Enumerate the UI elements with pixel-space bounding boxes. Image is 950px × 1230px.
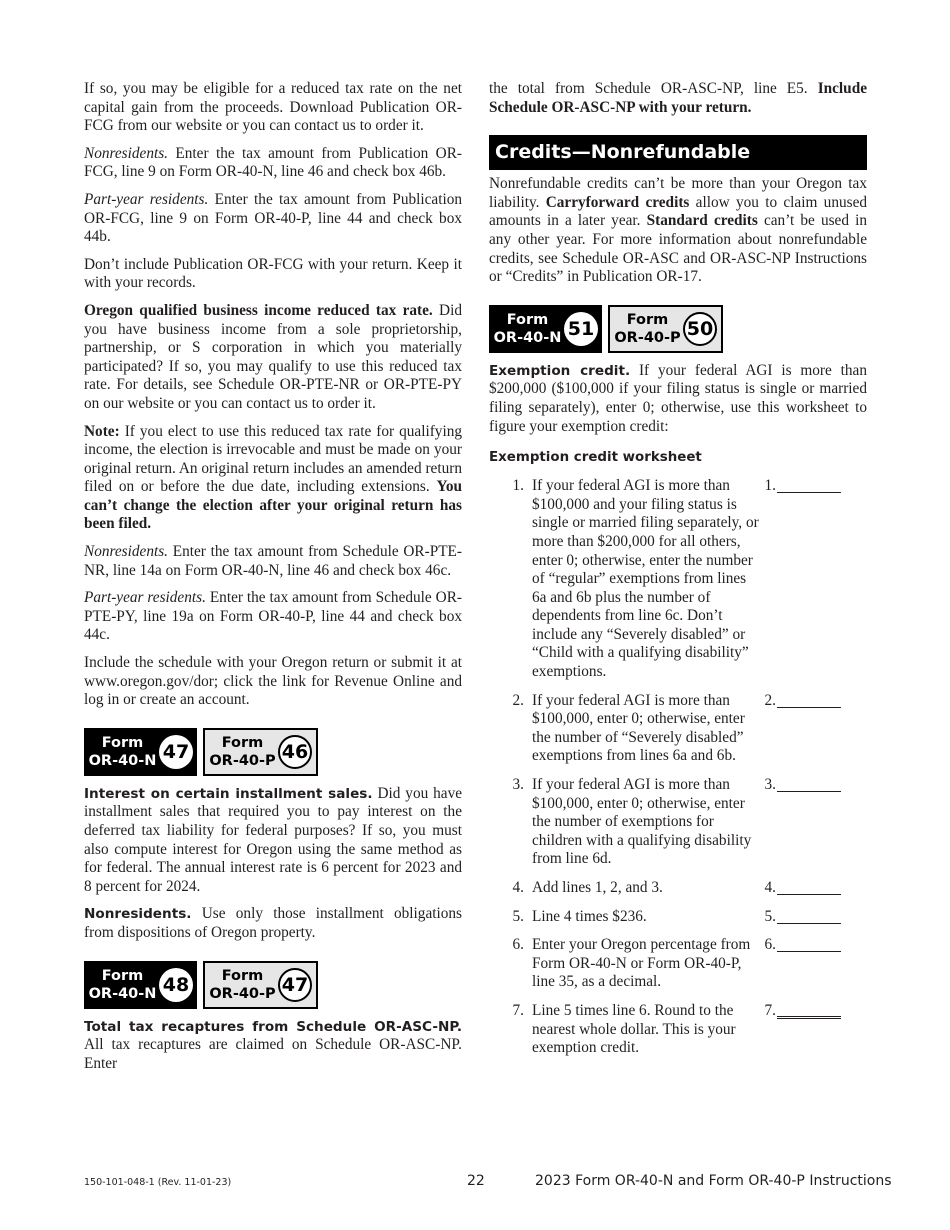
paragraph: Note: If you elect to use this reduced tax rate for qualifying income, the election is irrevocable and must be made on your original return. An original return includes an amended return filed on or before the due date, including extensions. You can’t change the election after your original return has been filed. (84, 422, 462, 533)
paragraph: Part-year residents. Enter the tax amount from Schedule OR-PTE-PY, line 19a on Form OR-40-P, line 44 and check box 44c. (84, 589, 462, 644)
paragraph: Nonresidents. Use only those installment obligations from dispositions of Oregon property. (84, 905, 462, 941)
form-or-40-p-badge: Form OR-40-P 50 (608, 305, 723, 353)
form-revision-id: 150-101-048-1 (Rev. 11-01-23) (84, 1177, 232, 1188)
worksheet-row: 5. Line 4 times $236. 5. (489, 908, 867, 927)
worksheet-line-7-field[interactable] (777, 1002, 841, 1019)
line-number-circle: 51 (564, 312, 598, 346)
document-title: 2023 Form OR-40-N and Form OR-40-P Instructions (535, 1173, 892, 1189)
form-or-40-n-badge: Form OR-40-N 51 (489, 305, 602, 353)
worksheet-row: 1. If your federal AGI is more than $100,000 and your filing status is single or married filing separately, or more than $200,000 for all others, enter 0; otherwise, enter the number of “regular” exemptions from lines 6a and 6b plus the number of dependents from line 6c. Don’t include any “Severely disabled” or “Child with a qualifying disability” exemptions. 1. (489, 477, 867, 682)
paragraph: Exemption credit. If your federal AGI is more than $200,000 ($100,000 if your filing status is single or married filing separately), enter 0; otherwise, use this worksheet to figure your exemption credit: (489, 361, 867, 435)
paragraph: Oregon qualified business income reduced tax rate. Did you have business income from a sole proprietorship, partnership, or S corporation in which you materially participated? If so, you may qualify to use this reduced tax rate. For details, see Schedule OR-PTE-NR or OR-PTE-PY on our website or you can contact us to order it. (84, 301, 463, 412)
line-number-circle: 46 (278, 735, 312, 769)
paragraph: the total from Schedule OR-ASC-NP, line E5. Include Schedule OR-ASC-NP with your return. (489, 80, 867, 116)
worksheet-row: 2. If your federal AGI is more than $100,000, enter 0; otherwise, enter the number of “Severely disabled” exemptions from lines 6a and 6b. 2. (489, 692, 867, 766)
worksheet-row: 4. Add lines 1, 2, and 3. 4. (489, 879, 867, 898)
line-number-circle: 50 (683, 312, 717, 346)
worksheet-line-2-field[interactable] (777, 692, 841, 708)
paragraph: Include the schedule with your Oregon return or submit it at www.oregon.gov/dor; click the link for Revenue Online and log in or create an account. (84, 654, 462, 709)
worksheet-line-5-field[interactable] (777, 908, 841, 924)
worksheet-line-3-field[interactable] (777, 776, 841, 792)
form-or-40-n-badge: Form OR-40-N 48 (84, 961, 197, 1009)
worksheet-row: 6. Enter your Oregon percentage from Form OR-40-N or Form OR-40-P, line 35, as a decimal. 6. (489, 936, 867, 992)
paragraph: If so, you may be eligible for a reduced tax rate on the net capital gain from the proceeds. Download Publication OR-FCG from our website or you can contact us to order it. (84, 80, 462, 135)
line-number-circle: 48 (159, 968, 193, 1002)
section-heading: Credits—Nonrefundable (489, 135, 867, 170)
form-line-badges (84, 728, 462, 776)
paragraph: Total tax recaptures from Schedule OR-ASC-NP. All tax recaptures are claimed on Schedule OR-ASC-NP. Enter (84, 1018, 462, 1072)
worksheet-row: 7. Line 5 times line 6. Round to the nearest whole dollar. This is your exemption credit. 7. (489, 1002, 867, 1058)
page-number: 22 (467, 1173, 485, 1189)
left-column (84, 80, 462, 1073)
worksheet-line-1-field[interactable] (777, 477, 841, 493)
paragraph: Don’t include Publication OR-FCG with your return. Keep it with your records. (84, 255, 462, 292)
paragraph: Nonresidents. Enter the tax amount from Schedule OR-PTE-NR, line 14a on Form OR-40-N, line 46 and check box 46c. (84, 543, 462, 579)
paragraph: Part-year residents. Enter the tax amount from Publication OR-FCG, line 9 on Form OR-40-P, line 44 and check box 44b. (84, 190, 462, 246)
form-line-badges (489, 305, 867, 353)
line-number-circle: 47 (159, 735, 193, 769)
line-number-circle: 47 (278, 968, 312, 1002)
paragraph: Nonrefundable credits can’t be more than your Oregon tax liability. Carryforward credits allow you to claim unused amounts in a later year. Standard credits can’t be used in any other year. For more information about nonrefundable credits, see Schedule OR-ASC and OR-ASC-NP Instructions or “Credits” in Publication OR-17. (489, 175, 868, 286)
exemption-credit-worksheet (489, 477, 867, 1058)
form-line-badges (84, 961, 462, 1009)
form-or-40-p-badge: Form OR-40-P 46 (203, 728, 318, 776)
form-or-40-n-badge: Form OR-40-N 47 (84, 728, 197, 776)
form-or-40-p-badge: Form OR-40-P 47 (203, 961, 318, 1009)
worksheet-line-4-field[interactable] (777, 879, 841, 895)
paragraph: Nonresidents. Enter the tax amount from Publication OR-FCG, line 9 on Form OR-40-N, line 46 and check box 46b. (84, 144, 462, 181)
worksheet-line-6-field[interactable] (777, 936, 841, 952)
worksheet-row: 3. If your federal AGI is more than $100,000, enter 0; otherwise, enter the number of exemptions for children with a qualifying disability from line 6d. 3. (489, 776, 867, 869)
paragraph: Interest on certain installment sales. Did you have installment sales that required you to pay interest on the deferred tax liability for federal purposes? If so, you must also compute interest for Oregon using the same method as for federal. The annual interest rate is 6 percent for 2023 and 8 percent for 2024. (84, 784, 463, 895)
worksheet-title: Exemption credit worksheet (489, 450, 702, 466)
right-column (489, 80, 867, 1068)
